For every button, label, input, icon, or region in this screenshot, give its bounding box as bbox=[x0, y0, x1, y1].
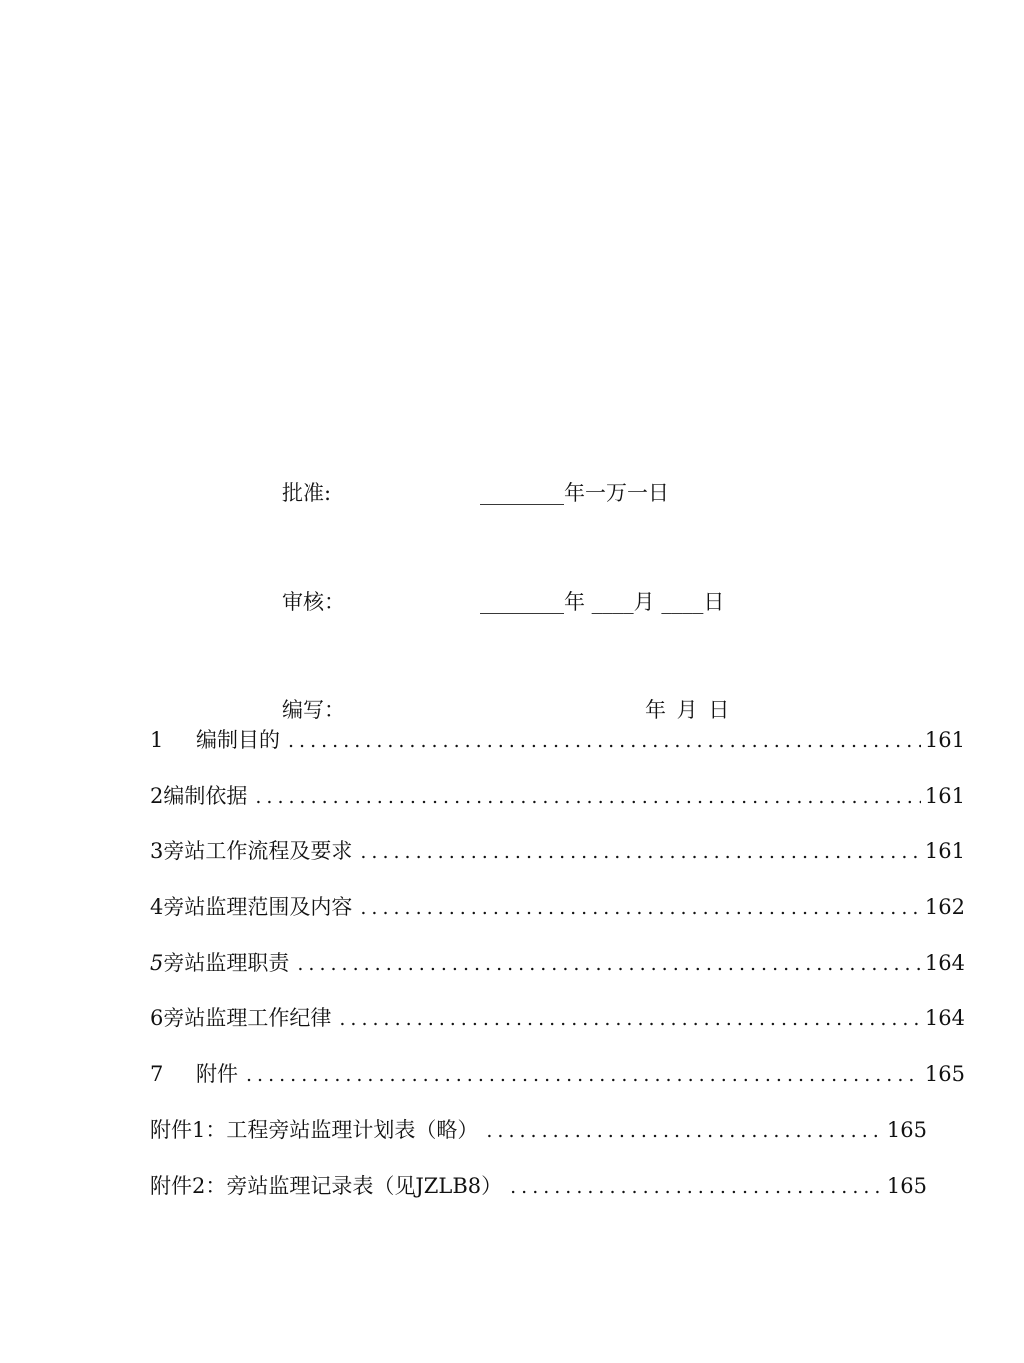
toc-item-number: 7 bbox=[150, 1062, 164, 1086]
toc-item-page: 161 bbox=[924, 839, 965, 863]
toc-item-title: 编制依据 bbox=[163, 784, 248, 808]
toc-attachment-item[interactable] bbox=[150, 1170, 927, 1202]
toc-leader-dots bbox=[339, 1003, 921, 1035]
toc-item-number: 2 bbox=[150, 784, 164, 808]
toc-item-page: 161 bbox=[924, 784, 965, 808]
approve-date: ________年一万一日 bbox=[480, 481, 669, 505]
toc-item-number: 1 bbox=[150, 728, 164, 752]
write-label: 编写： bbox=[282, 698, 345, 722]
write-date: 年 月 日 bbox=[645, 698, 730, 722]
toc-item-number: 4 bbox=[150, 895, 164, 919]
toc-item[interactable] bbox=[150, 891, 965, 923]
toc-attachment-item[interactable] bbox=[150, 1114, 927, 1146]
toc-item-title: 编制目的 bbox=[196, 728, 280, 752]
toc-leader-dots bbox=[510, 1171, 883, 1203]
toc-leader-dots bbox=[297, 948, 921, 980]
toc-item[interactable] bbox=[150, 835, 965, 867]
toc-attachment-page: 165 bbox=[886, 1174, 927, 1198]
toc-attachment-page: 165 bbox=[886, 1118, 927, 1142]
toc-item-page: 162 bbox=[924, 895, 965, 919]
toc-item[interactable] bbox=[150, 1002, 965, 1034]
toc-item[interactable] bbox=[150, 1058, 965, 1090]
toc-item[interactable] bbox=[150, 724, 965, 756]
toc-item-title: 旁站工作流程及要求 bbox=[163, 839, 353, 863]
toc-item[interactable] bbox=[150, 947, 965, 979]
toc-leader-dots bbox=[360, 836, 921, 868]
toc-leader-dots bbox=[360, 892, 921, 924]
review-row bbox=[0, 587, 1024, 617]
toc-item[interactable] bbox=[150, 780, 965, 812]
toc-item-title: 旁站监理工作纪律 bbox=[163, 1006, 332, 1030]
toc-item-number: 5 bbox=[150, 951, 164, 975]
toc-leader-dots bbox=[486, 1115, 883, 1147]
toc-item-title: 旁站监理职责 bbox=[163, 951, 290, 975]
toc-item-page: 161 bbox=[924, 728, 965, 752]
toc-leader-dots bbox=[246, 1059, 921, 1091]
toc-item-title: 旁站监理范围及内容 bbox=[163, 895, 353, 919]
toc-attachment-title: 附件1：工程旁站监理计划表（略） bbox=[150, 1118, 479, 1142]
write-row bbox=[0, 695, 1024, 725]
toc-item-page: 164 bbox=[924, 951, 965, 975]
review-date: ________年 ____月 ____日 bbox=[480, 590, 725, 614]
toc-item-title: 附件 bbox=[196, 1062, 238, 1086]
toc-leader-dots bbox=[288, 725, 921, 757]
approve-row bbox=[0, 478, 1024, 508]
approve-label: 批准: bbox=[282, 481, 332, 505]
toc-item-number: 6 bbox=[150, 1006, 164, 1030]
toc-leader-dots bbox=[255, 781, 921, 813]
toc-item-number: 3 bbox=[150, 839, 164, 863]
toc-item-page: 164 bbox=[924, 1006, 965, 1030]
toc-attachment-title: 附件2：旁站监理记录表（见JZLB8） bbox=[150, 1174, 503, 1198]
review-label: 审核： bbox=[282, 590, 345, 614]
toc-item-page: 165 bbox=[924, 1062, 965, 1086]
